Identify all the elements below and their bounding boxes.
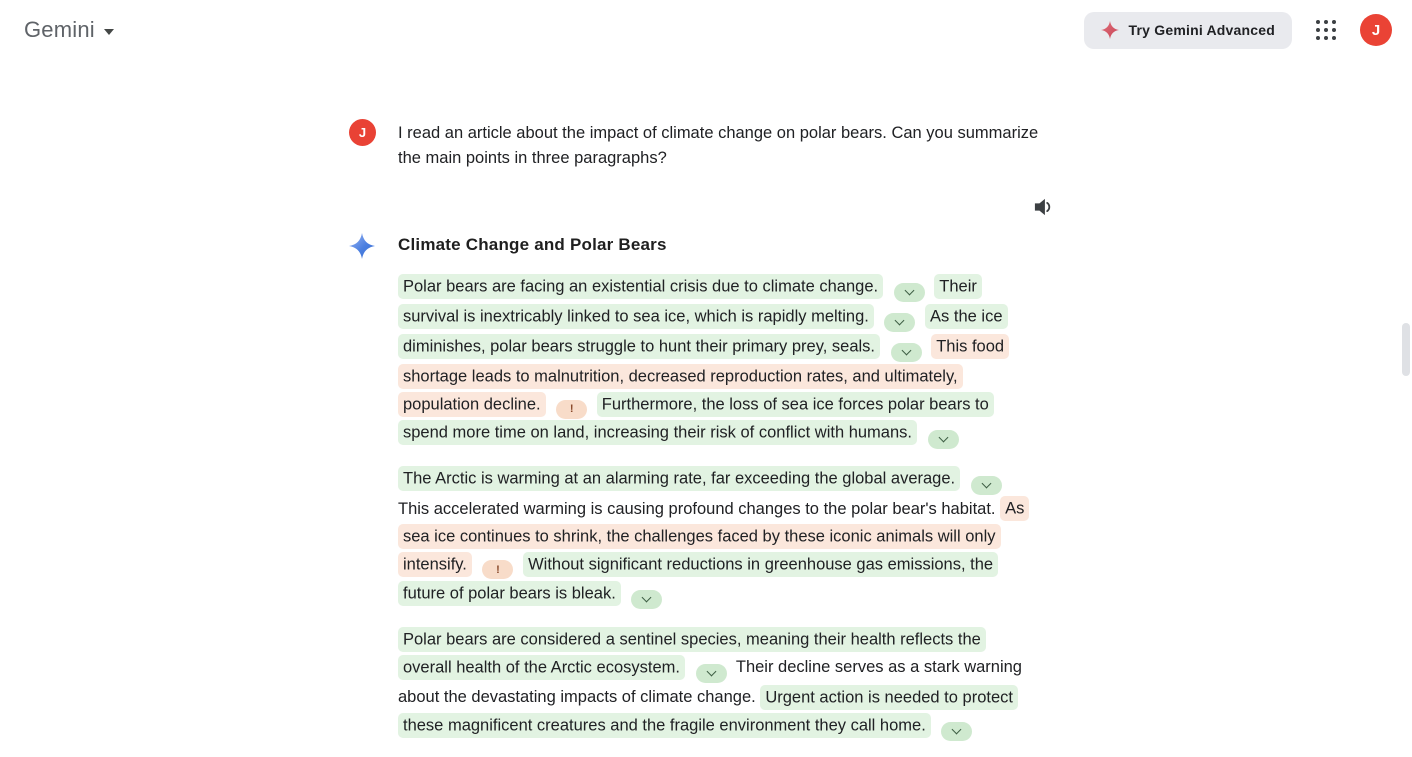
gemini-sparkle-icon xyxy=(349,233,398,259)
green-highlight-segment[interactable]: Urgent action is needed to protect these magnificent creatures and the fragile environment they call home. xyxy=(398,685,1018,738)
user-avatar: J xyxy=(349,119,376,146)
chevron-down-icon[interactable] xyxy=(631,590,662,609)
green-highlight-segment[interactable]: Their survival is inextricably linked to sea ice, which is rapidly melting. xyxy=(398,274,982,329)
orange-highlight-segment[interactable]: As sea ice continues to shrink, the challenges faced by these iconic animals will only intensify. xyxy=(398,496,1029,577)
green-highlight-segment[interactable]: Polar bears are considered a sentinel species, meaning their health reflects the overall health of the Arctic ecosystem. xyxy=(398,627,986,680)
model-switcher[interactable] xyxy=(24,17,114,43)
response-paragraph xyxy=(398,465,1028,610)
green-highlight-segment[interactable]: Polar bears are facing an existential crisis due to climate change. xyxy=(398,274,883,299)
green-highlight-segment[interactable]: Furthermore, the loss of sea ice forces polar bears to spend more time on land, increasing their risk of conflict with humans. xyxy=(398,392,994,446)
chevron-down-icon[interactable] xyxy=(696,664,727,683)
response-title: Climate Change and Polar Bears xyxy=(398,235,667,254)
account-avatar[interactable]: J xyxy=(1360,14,1392,46)
chevron-down-icon[interactable] xyxy=(928,430,959,449)
top-bar xyxy=(0,0,1412,60)
model-response-row xyxy=(349,233,1063,757)
try-gemini-advanced-button[interactable] xyxy=(1084,12,1292,49)
chevron-down-icon[interactable] xyxy=(971,476,1002,495)
green-highlight-segment[interactable]: Without significant reductions in greenhouse gas emissions, the future of polar bears is bleak. xyxy=(398,552,998,606)
speaker-icon[interactable] xyxy=(1029,193,1059,221)
user-message-row xyxy=(349,121,1063,171)
apps-grid-icon[interactable] xyxy=(1316,20,1336,40)
chevron-down-icon[interactable] xyxy=(891,343,922,362)
app-title: Gemini xyxy=(24,17,95,42)
green-highlight-segment[interactable]: As the ice diminishes, polar bears struggle to hunt their primary prey, seals. xyxy=(398,304,1008,359)
speaker-row xyxy=(349,193,1059,221)
chevron-down-icon[interactable] xyxy=(884,313,915,332)
dropdown-caret-icon xyxy=(104,29,114,35)
user-message-text: I read an article about the impact of climate change on polar bears. Can you summarize the main points in three paragraphs? xyxy=(398,124,1039,167)
plain-text-segment: Their decline serves as a stark warning about the devastating impacts of climate change. xyxy=(398,658,1022,706)
orange-highlight-segment[interactable]: This food shortage leads to malnutrition, decreased reproduction rates, and ultimately, population decline. xyxy=(398,334,1009,417)
try-gemini-advanced-label: Try Gemini Advanced xyxy=(1128,22,1275,38)
conversation-panel xyxy=(349,60,1063,757)
advanced-spark-icon xyxy=(1101,21,1119,39)
response-paragraph xyxy=(398,625,1028,741)
model-response-body xyxy=(398,233,1028,757)
warning-icon[interactable]: ! xyxy=(482,560,513,579)
plain-text-segment: This accelerated warming is causing profound changes to the polar bear's habitat. xyxy=(398,499,996,518)
topbar-actions xyxy=(1084,12,1392,49)
green-highlight-segment[interactable]: The Arctic is warming at an alarming rate, far exceeding the global average. xyxy=(398,466,960,491)
response-paragraph xyxy=(398,272,1028,449)
response-paragraphs xyxy=(398,272,1028,741)
chevron-down-icon[interactable] xyxy=(894,283,925,302)
scrollbar-thumb[interactable] xyxy=(1402,323,1410,376)
chevron-down-icon[interactable] xyxy=(941,722,972,741)
warning-icon[interactable]: ! xyxy=(556,400,587,419)
